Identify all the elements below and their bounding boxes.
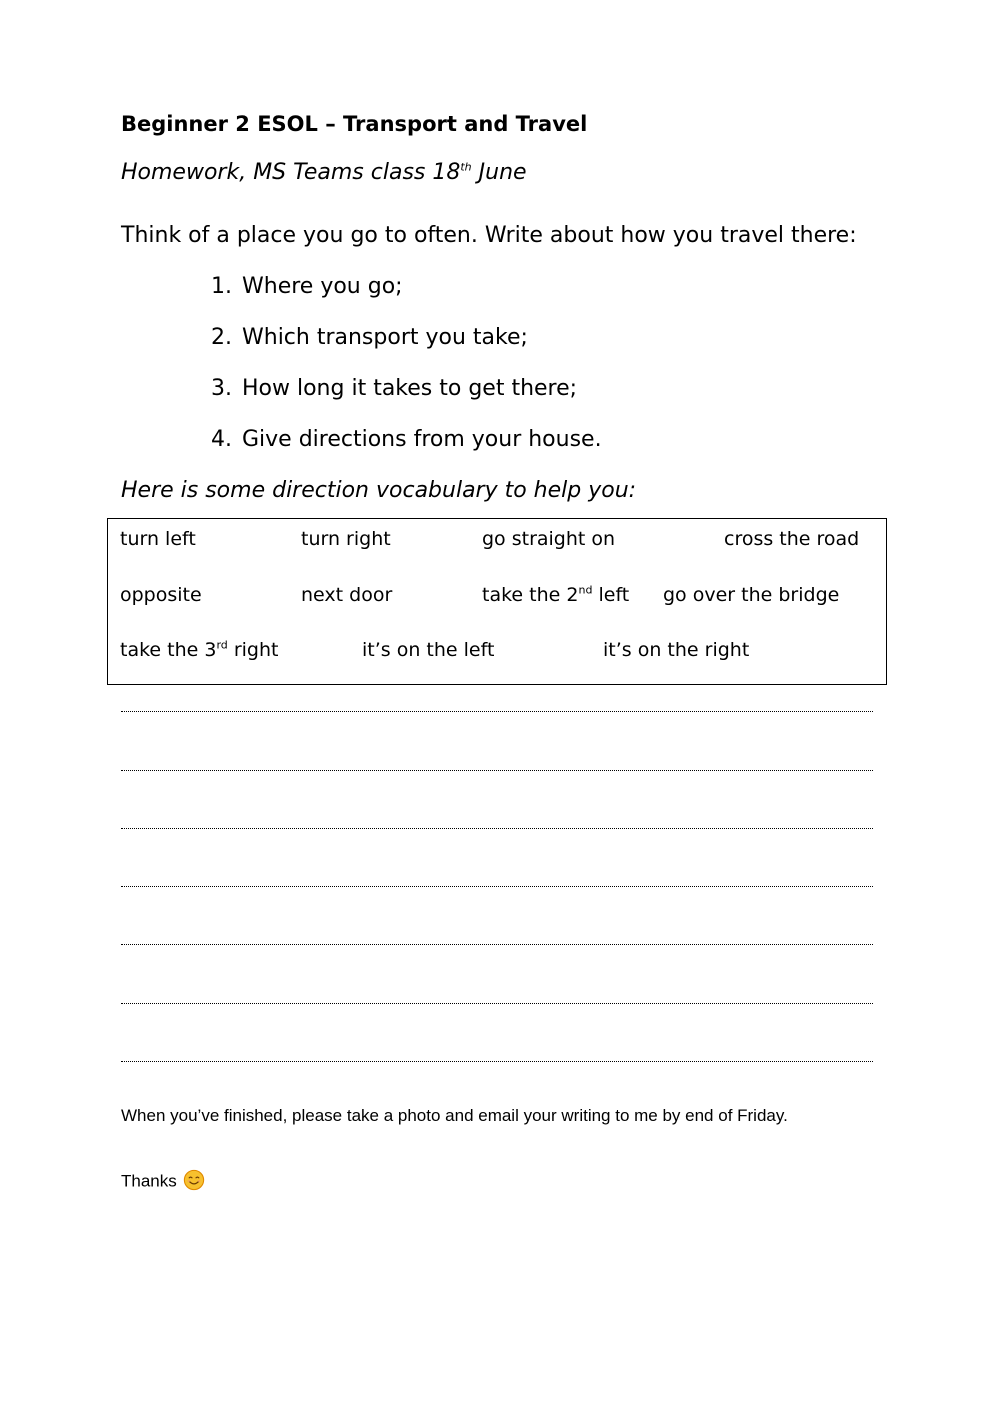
vocab-go-over-the-bridge: go over the bridge (663, 584, 840, 606)
smiling-face-icon (183, 1169, 205, 1191)
vocab-take-2nd-left (482, 584, 629, 606)
vocab-cross-the-road: cross the road (724, 528, 860, 550)
list-text: Give directions from your house. (242, 427, 602, 452)
writing-line[interactable] (121, 828, 873, 829)
vocab-opposite: opposite (120, 584, 202, 606)
vocab-take-2nd-left-prefix: take the 2 (482, 584, 579, 606)
vocab-take-2nd-left-suffix: left (592, 584, 630, 606)
vocab-take-3rd-right-prefix: take the 3 (120, 639, 217, 661)
list-text: Where you go; (242, 274, 403, 299)
list-item (211, 274, 403, 299)
vocab-turn-left: turn left (120, 528, 196, 550)
list-number: 1. (211, 274, 232, 299)
list-item (211, 376, 577, 401)
thanks-line (121, 1171, 205, 1193)
list-item (211, 325, 528, 350)
list-text: Which transport you take; (242, 325, 528, 350)
footer-instruction: When you’ve finished, please take a photo and email your writing to me by end of Friday. (121, 1106, 788, 1125)
vocab-take-3rd-right-sup: rd (216, 638, 228, 652)
list-number: 3. (211, 376, 232, 401)
vocab-next-door: next door (301, 584, 393, 606)
vocab-go-straight-on: go straight on (482, 528, 616, 550)
vocab-intro: Here is some direction vocabulary to help you: (121, 478, 637, 503)
list-number: 4. (211, 427, 232, 452)
vocab-take-3rd-right-suffix: right (227, 639, 279, 661)
subtitle-superscript: th (460, 160, 472, 174)
vocab-on-the-right: it’s on the right (603, 639, 750, 661)
vocab-turn-right: turn right (301, 528, 391, 550)
writing-line[interactable] (121, 1061, 873, 1062)
vocab-take-2nd-left-sup: nd (578, 583, 593, 597)
page-title: Beginner 2 ESOL – Transport and Travel (121, 112, 588, 136)
task-intro: Think of a place you go to often. Write about how you travel there: (121, 223, 857, 248)
writing-line[interactable] (121, 1003, 873, 1004)
subtitle-prefix: Homework, MS Teams class 18 (121, 160, 461, 185)
writing-line[interactable] (121, 711, 873, 712)
vocab-take-3rd-right (120, 639, 278, 661)
writing-line[interactable] (121, 886, 873, 887)
subtitle-suffix: June (471, 160, 527, 185)
thanks-text: Thanks (121, 1171, 177, 1191)
list-number: 2. (211, 325, 232, 350)
vocab-on-the-left: it’s on the left (362, 639, 495, 661)
writing-line[interactable] (121, 770, 873, 771)
list-item (211, 427, 602, 452)
writing-line[interactable] (121, 944, 873, 945)
list-text: How long it takes to get there; (242, 376, 578, 401)
page-subtitle (121, 160, 527, 185)
